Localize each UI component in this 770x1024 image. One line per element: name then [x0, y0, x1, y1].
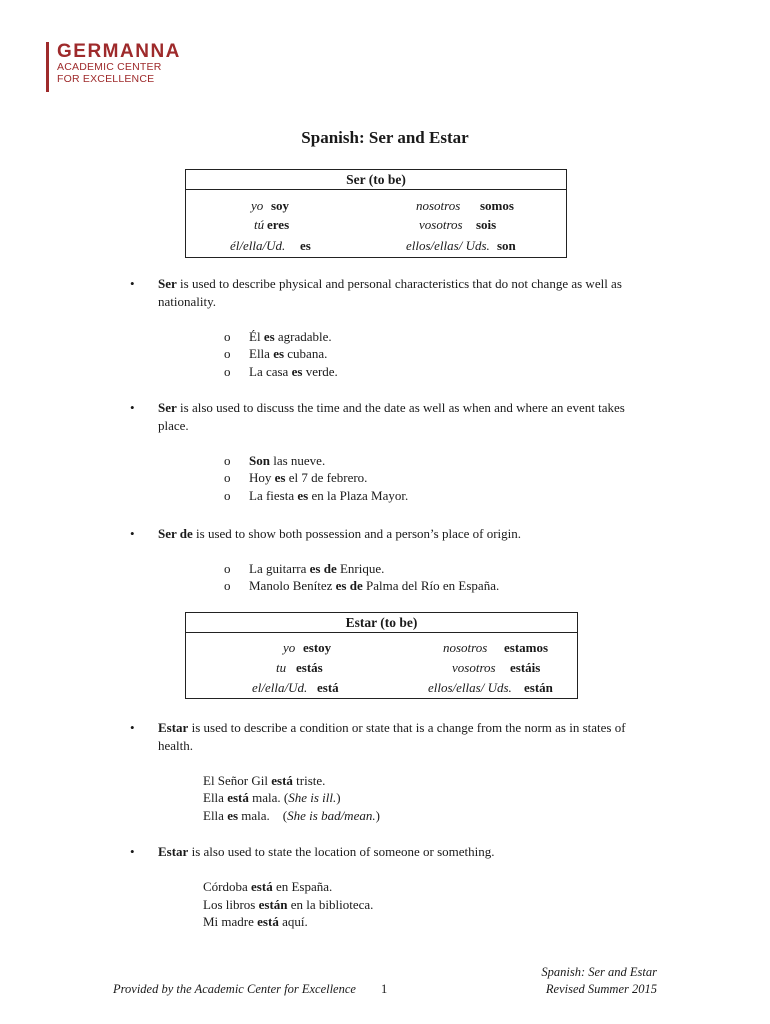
estar-pronoun-ellos-ellas-uds: ellos/ellas/ Uds.: [428, 680, 512, 695]
bullet-marker: •: [130, 526, 135, 541]
example-item: Ella está mala. (She is ill.): [203, 790, 341, 805]
logo-subtitle-line1: ACADEMIC CENTER: [57, 61, 162, 73]
example-item: Mi madre está aquí.: [203, 914, 308, 929]
germanna-logo: [46, 42, 181, 92]
estar-verb-esta: está: [317, 680, 339, 695]
bullet-marker: •: [130, 400, 135, 415]
bullet-keyword: Ser de: [158, 526, 193, 541]
sub-bullet-marker: o: [224, 561, 231, 576]
estar-verb-estais: estáis: [510, 660, 541, 675]
ser-verb-eres: eres: [267, 217, 290, 232]
ser-verb-sois: sois: [476, 217, 497, 232]
estar-pronoun-tu: tu: [276, 660, 287, 675]
example-item: Los libros están en la biblioteca.: [203, 897, 374, 912]
footer-provider: Provided by the Academic Center for Excellence: [113, 982, 356, 996]
bullet-keyword: Ser: [158, 400, 177, 415]
ser-verb-soy: soy: [271, 198, 290, 213]
logo-main-text: GERMANNA: [57, 41, 181, 62]
example-item: Ella es mala. (She is bad/mean.): [203, 808, 380, 823]
sub-bullet-marker: o: [224, 346, 231, 361]
estar-conjugation-table: [185, 612, 578, 699]
ser-pronoun-ellos-ellas-uds: ellos/ellas/ Uds.: [406, 238, 490, 253]
footer-revision: Revised Summer 2015: [545, 982, 657, 996]
estar-verb-estas: estás: [296, 660, 323, 675]
sub-bullet-marker: o: [224, 453, 231, 468]
sub-bullet-marker: o: [224, 488, 231, 503]
ser-pronoun-nosotros: nosotros: [416, 198, 461, 213]
ser-verb-son: son: [497, 238, 516, 253]
bullet-text: is used to describe physical and personal characteristics that do not change as well as nationality.: [158, 276, 622, 309]
bullet-text: is used to describe a condition or state that is a change from the norm as in states of health.: [158, 720, 626, 753]
ser-table-header: Ser (to be): [186, 170, 566, 190]
bullet-text: is also used to discuss the time and the date as well as when and where an event takes place.: [158, 400, 625, 433]
ser-pronoun-el-ella-ud: él/ella/Ud.: [230, 238, 286, 253]
estar-table-header: Estar (to be): [186, 613, 577, 633]
ser-pronoun-yo: yo: [251, 198, 264, 213]
estar-pronoun-yo: yo: [283, 640, 296, 655]
estar-verb-estamos: estamos: [504, 640, 549, 655]
sub-bullet-marker: o: [224, 470, 231, 485]
footer-doc-title: Spanish: Ser and Estar: [541, 965, 657, 979]
ser-verb-somos: somos: [480, 198, 514, 213]
estar-pronoun-vosotros: vosotros: [452, 660, 496, 675]
page-number: 1: [381, 982, 388, 996]
bullet-marker: •: [130, 276, 135, 291]
example-item: El Señor Gil está triste.: [203, 773, 326, 788]
bullet-marker: •: [130, 720, 135, 735]
bullet-text: is used to show both possession and a person’s place of origin.: [192, 526, 522, 541]
sub-bullet-marker: o: [224, 329, 231, 344]
bullet-keyword: Ser: [158, 276, 177, 291]
page-title: Spanish: Ser and Estar: [301, 128, 469, 147]
sub-bullet-marker: o: [224, 578, 231, 593]
ser-conjugation-table: [185, 169, 567, 258]
ser-pronoun-vosotros: vosotros: [419, 217, 463, 232]
example-item: Córdoba está en España.: [203, 879, 333, 894]
bullet-text: is also used to state the location of someone or something.: [188, 844, 495, 859]
estar-pronoun-el-ella-ud: el/ella/Ud.: [252, 680, 308, 695]
ser-verb-es: es: [300, 238, 311, 253]
ser-pronoun-tu: tú: [254, 217, 265, 232]
logo-bar: [46, 42, 49, 92]
estar-verb-estoy: estoy: [303, 640, 332, 655]
estar-verb-estan: están: [524, 680, 553, 695]
estar-pronoun-nosotros: nosotros: [443, 640, 488, 655]
bullet-keyword: Estar: [158, 720, 189, 735]
bullet-marker: •: [130, 844, 135, 859]
sub-bullet-marker: o: [224, 364, 231, 379]
bullet-keyword: Estar: [158, 844, 189, 859]
logo-subtitle-line2: FOR EXCELLENCE: [57, 73, 155, 85]
footer-doc-info: [541, 964, 657, 998]
